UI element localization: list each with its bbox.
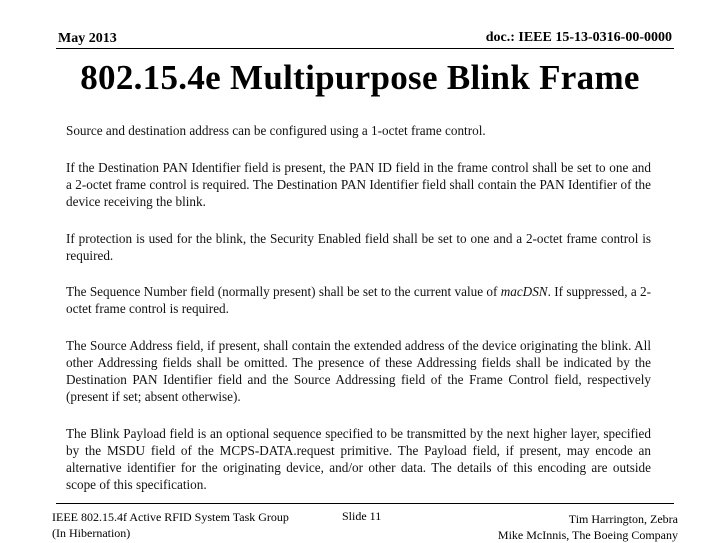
paragraph-blink-payload: The Blink Payload field is an optional sequence specified to be transmitted by the next higher layer, specified by the MSDU field of the MCPS-DATA.request primitive. The Payload field, if present, may encode an alternative identifier for the originating device, and/or other data. The details of this encoding are outside scope of this specification.	[66, 425, 651, 492]
slide-title: 802.15.4e Multipurpose Blink Frame	[80, 58, 640, 97]
sequence-text-before: The Sequence Number field (normally present) shall be set to the current value of	[66, 284, 501, 300]
footer-authors	[498, 511, 678, 543]
header-doc-id: doc.: IEEE 15-13-0316-00-0000	[485, 30, 672, 45]
slide-body	[66, 123, 651, 494]
header-divider	[56, 48, 674, 49]
footer-divider	[56, 503, 674, 504]
footer-group	[52, 509, 289, 541]
footer-author-1: Tim Harrington, Zebra	[568, 512, 678, 526]
footer-slide-number: Slide 11	[342, 509, 382, 523]
sequence-text-after: . If suppressed, a 2-octet frame control is required.	[66, 284, 651, 317]
paragraph-frame-control: Source and destination address can be configured using a 1-octet frame control.	[66, 123, 486, 138]
paragraph-security: If protection is used for the blink, the Security Enabled field shall be set to one and a 2-octet frame control is required.	[66, 230, 651, 263]
footer-author-2: Mike McInnis, The Boeing Company	[497, 528, 678, 542]
paragraph-source-address: The Source Address field, if present, shall contain the extended address of the device originating the blink. All other Addressing fields shall be omitted. The presence of these Addressing fields shall be indicated by the Destination PAN Identifier field and the Source Addressing field of the Frame Control field, respectively (present if set; absent otherwise).	[66, 338, 651, 404]
footer-group-name: IEEE 802.15.4f Active RFID System Task Group	[52, 510, 289, 524]
paragraph-destination-pan: If the Destination PAN Identifier field is present, the PAN ID field in the frame control shall be set to one and a 2-octet frame control is required. The Destination PAN Identifier field shall contain the PAN Identifier of the device receiving the blink.	[66, 159, 651, 209]
header-date: May 2013	[58, 31, 117, 46]
paragraph-sequence-number	[66, 284, 651, 318]
sequence-text-italic: macDSN	[500, 284, 548, 300]
footer-group-status: (In Hibernation)	[52, 526, 131, 540]
